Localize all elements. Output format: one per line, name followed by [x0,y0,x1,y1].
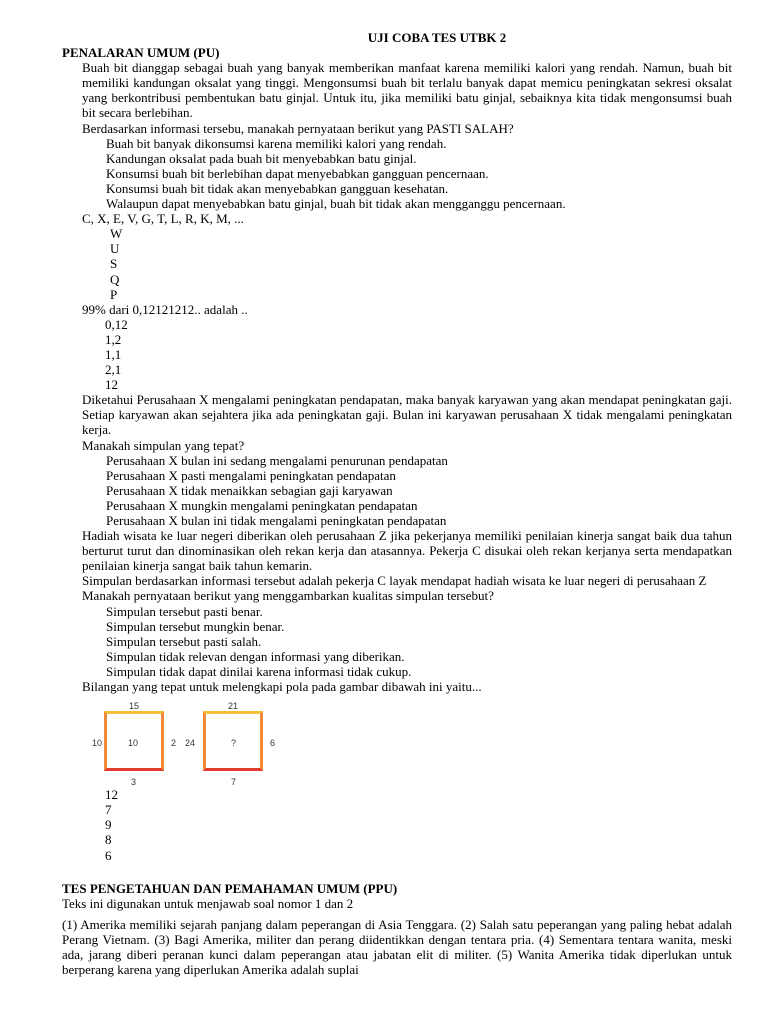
q3-option: 2,1 [105,362,122,378]
q6-option: 12 [105,787,118,803]
q6-option: 6 [105,847,112,863]
q1-passage: Buah bit dianggap sebagai buah yang banyak memberikan manfaat karena memiliki kalori yang rendah. Namun, buah bit memiliki kandungan oksalat yang tinggi. Mengonsumsi buah bit terlalu banyak dapat memicu peningkatan sekresi oksalat yang berkontribusi pembentukan batu ginjal. Untuk itu, jika memiliki batu ginjal, sebaiknya kita tidak mengonsumsi buah bit secara berlebihan. [82,60,732,121]
q4-option: Perusahaan X tidak menaikkan sebagian gaji karyawan [106,482,393,498]
q1-option: Walaupun dapat menyebabkan batu ginjal, buah bit tidak akan mengganggu pencernaan. [106,196,566,212]
q2-option: S [110,256,118,272]
q2-option: W [110,226,123,242]
q4-option: Perusahaan X bulan ini tidak mengalami peningkatan pendapatan [106,513,447,528]
q4-option: Perusahaan X bulan ini sedang mengalami penurunan pendapatan [106,452,448,468]
q1-option: Konsumsi buah bit berlebihan dapat menyebabkan gangguan pencernaan. [106,165,489,181]
ppu-intro: Teks ini digunakan untuk menjawab soal nomor 1 dan 2 [62,895,354,911]
q1-question: Berdasarkan informasi tersebu, manakah pernyataan berikut yang PASTI SALAH? [82,120,514,136]
q2-option: Q [110,271,120,287]
q5-question: Manakah pernyataan berikut yang menggambarkan kualitas simpulan tersebut? [82,588,494,604]
q5-options [62,604,732,679]
q2-options [62,226,732,301]
document-title: UJI COBA TES UTBK 2 [367,30,507,45]
q6-options [62,787,732,862]
q2-option: P [110,286,118,302]
box1-left-number: 10 [92,738,103,749]
q5-option: Simpulan tersebut pasti salah. [106,633,262,649]
box2-bottom-number: 7 [231,777,237,788]
q5-option: Simpulan tidak dapat dinilai karena informasi tidak cukup. [106,663,412,679]
q6-text: Bilangan yang tepat untuk melengkapi pola pada gambar dibawah ini yaitu... [82,679,482,695]
q5-passage: Hadiah wisata ke luar negeri diberikan oleh perusahaan Z jika pekerjanya memiliki penilaian kinerja sangat baik dua tahun berturut turut dan dinominasikan oleh rekan kerja dan atasannya. Pekerja C disukai oleh rekan kerjanya serta mendapatkan penilaian kinerja sangat baik tahun kemarin. [82,528,732,574]
q3-option: 12 [105,377,118,393]
q5-conclusion: Simpulan berdasarkan informasi tersebut adalah pekerja C layak mendapat hadiah wisata ke luar negeri di perusahaan Z [82,573,707,589]
q6-option: 9 [105,817,112,833]
q3-text: 99% dari 0,12121212.. adalah .. [82,301,248,317]
q4-option: Perusahaan X pasti mengalami peningkatan pendapatan [106,467,396,483]
box1-right-number: 2 [171,738,177,749]
section-title-pu: PENALARAN UMUM (PU) [62,45,220,61]
q4-passage: Diketahui Perusahaan X mengalami peningkatan pendapatan, maka banyak karyawan yang akan mendapat peningkatan gaji. Setiap karyawan akan sejahtera jika ada peningkatan gaji. Bulan ini karyawan perusahaan X tidak mengalami peningkatan kerja. [82,392,732,438]
box1-center-number: 10 [128,738,139,749]
box1-top-number: 15 [129,701,140,712]
q5-option: Simpulan tersebut pasti benar. [106,603,263,619]
q4-options [62,453,732,528]
q1-option: Kandungan oksalat pada buah bit menyebabkan batu ginjal. [106,150,417,166]
q1-options [62,136,732,211]
q3-options [62,317,732,392]
box2-left-number: 24 [185,738,196,749]
q5-option: Simpulan tidak relevan dengan informasi yang diberikan. [106,648,405,664]
box2-top-number: 21 [228,701,239,712]
q6-option: 7 [105,802,112,818]
q6-option: 8 [105,832,112,848]
section-title-ppu: TES PENGETAHUAN DAN PEMAHAMAN UMUM (PPU) [62,880,398,896]
box2-right-number: 6 [270,738,276,749]
q1-option: Konsumsi buah bit tidak akan menyebabkan gangguan kesehatan. [106,180,449,196]
q3-option: 1,2 [105,331,122,347]
q1-option: Buah bit banyak dikonsumsi karena memiliki kalori yang rendah. [106,135,447,151]
q3-option: 0,12 [105,316,128,332]
q5-option: Simpulan tersebut mungkin benar. [106,618,285,634]
q4-option: Perusahaan X mungkin mengalami peningkatan pendapatan [106,497,418,513]
q2-option: U [110,241,120,257]
q6-pattern-figure [90,699,732,788]
box2-center-number: ? [231,738,237,749]
q4-question: Manakah simpulan yang tepat? [82,437,245,453]
q3-option: 1,1 [105,346,122,362]
ppu-passage: (1) Amerika memiliki sejarah panjang dalam peperangan di Asia Tenggara. (2) Salah satu peperangan yang paling hebat adalah Perang Vietnam. (3) Bagi Amerika, militer dan perang diidentikkan dengan tentara pria. (4) Sementara tentara wanita, meski ada, jarang diberi peranan kunci dalam peperangan atau jabatan elit di militer. (5) Wanita Amerika tidak diperlukan untuk berperang karena yang diperlukan Amerika adalah suplai [62,916,732,978]
box1-bottom-number: 3 [131,777,137,788]
q2-text: C, X, E, V, G, T, L, R, K, M, ... [82,211,244,227]
